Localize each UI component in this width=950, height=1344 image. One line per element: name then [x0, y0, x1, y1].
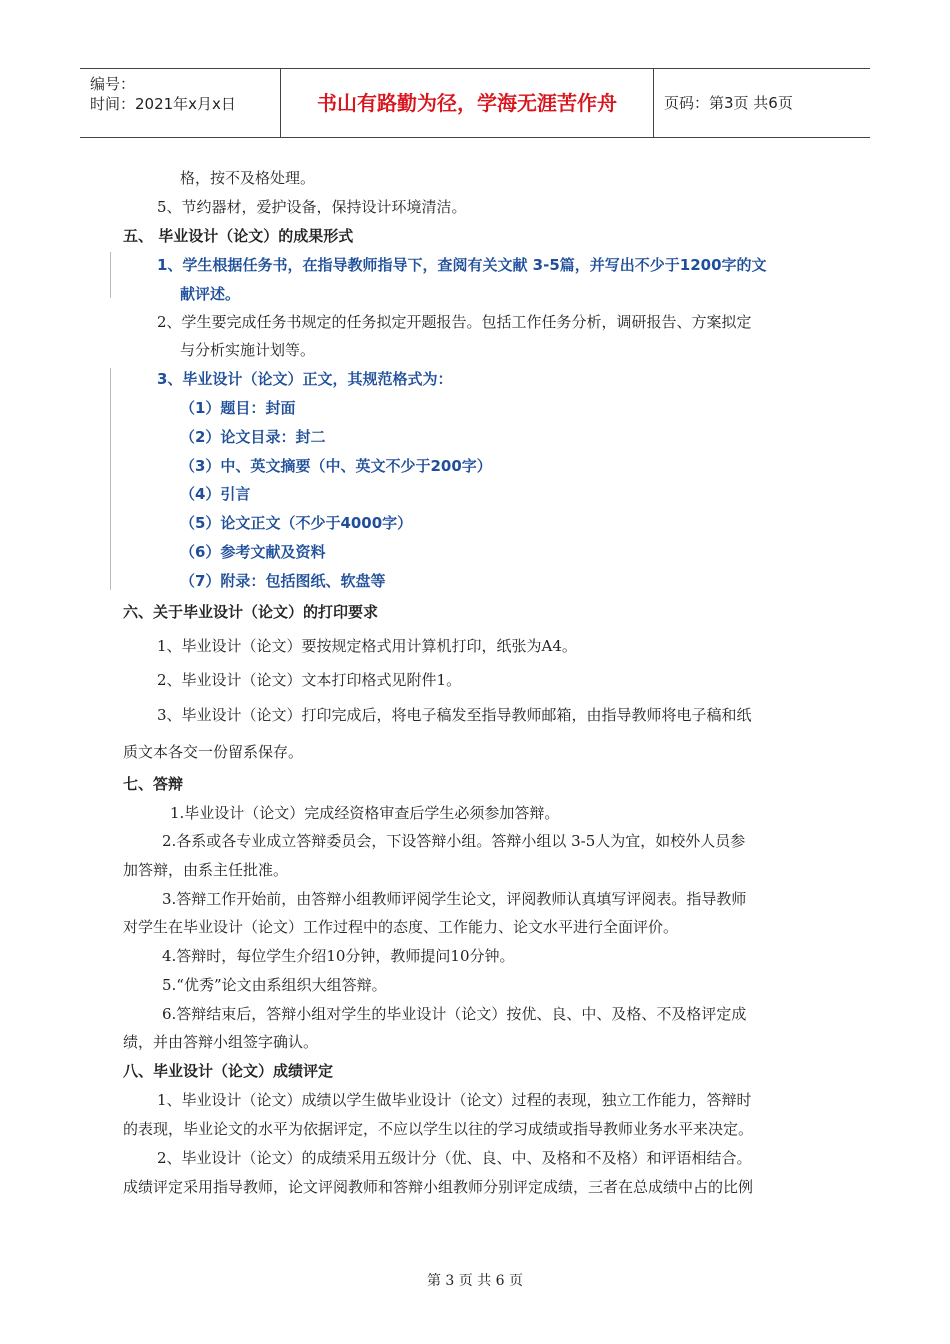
body-line: 3.答辩工作开始前，由答辩小组教师评阅学生论文，评阅教师认真填写评阅表。指导教师 [162, 890, 747, 908]
body-line: 加答辩，由系主任批准。 [123, 861, 289, 879]
header-motto: 书山有路勤为径，学海无涯苦作舟 [281, 69, 654, 137]
header-info-cell [80, 69, 281, 137]
body-line: 4.答辩时，每位学生介绍10分钟，教师提问10分钟。 [162, 947, 515, 965]
list-item: （4）引言 [180, 485, 251, 503]
list-item: （2）论文目录：封二 [180, 428, 326, 446]
body-line: 1、毕业设计（论文）要按规定格式用计算机打印，纸张为A4。 [157, 637, 577, 655]
list-item: （6）参考文献及资料 [180, 543, 326, 561]
body-line: 与分析实施计划等。 [180, 341, 316, 359]
body-line: 格，按不及格处理。 [180, 169, 316, 187]
section-heading: 八、毕业设计（论文）成绩评定 [123, 1062, 334, 1080]
body-line: 2、毕业设计（论文）文本打印格式见附件1。 [157, 671, 462, 689]
body-line: 6.答辩结束后，答辩小组对学生的毕业设计（论文）按优、良、中、及格、不及格评定成 [162, 1005, 747, 1023]
section-heading: 五、 毕业设计（论文）的成果形式 [123, 227, 354, 245]
section-heading: 七、答辩 [123, 775, 184, 793]
section-heading: 六、关于毕业设计（论文）的打印要求 [123, 603, 379, 621]
page-header [80, 68, 870, 138]
body-line: 的表现，毕业论文的水平为依据评定，不应以学生以往的学习成绩或指导教师业务水平来决定。 [123, 1120, 754, 1138]
body-line: 质文本各交一份留系保存。 [123, 743, 304, 761]
body-line: 1、毕业设计（论文）成绩以学生做毕业设计（论文）过程的表现，独立工作能力，答辩时 [157, 1091, 752, 1109]
document-number: 编号： [90, 75, 136, 93]
body-line: 2、学生要完成任务书规定的任务拟定开题报告。包括工作任务分析，调研报告、方案拟定 [157, 313, 752, 331]
body-line: 1、学生根据任务书，在指导教师指导下，查阅有关文献 3-5篇，并写出不少于1200字的文 [157, 256, 767, 274]
body-line: 对学生在毕业设计（论文）工作过程中的态度、工作能力、论文水平进行全面评价。 [123, 918, 679, 936]
document-date: 时间：2021年x月x日 [90, 95, 236, 113]
body-line: 成绩评定采用指导教师，论文评阅教师和答辩小组教师分别评定成绩，三者在总成绩中占的比例 [123, 1178, 754, 1196]
list-item: （7）附录：包括图纸、软盘等 [180, 572, 386, 590]
header-page-number: 页码：第3页 共6页 [664, 94, 793, 112]
list-item: （1）题目：封面 [180, 399, 296, 417]
body-line: 2、毕业设计（论文）的成绩采用五级计分（优、良、中、及格和不及格）和评语相结合。 [157, 1149, 752, 1167]
body-line: 3、毕业设计（论文）打印完成后，将电子稿发至指导教师邮箱，由指导教师将电子稿和纸 [157, 706, 752, 724]
list-item: （3）中、英文摘要（中、英文不少于200字） [180, 457, 492, 475]
body-line: 献评述。 [180, 285, 241, 303]
body-line: 绩，并由答辩小组签字确认。 [123, 1033, 319, 1051]
body-line: 3、毕业设计（论文）正文，其规范格式为： [157, 370, 453, 388]
list-item: （5）论文正文（不少于4000字） [180, 514, 413, 532]
revision-bar [110, 368, 111, 590]
body-line: 5.“优秀”论文由系组织大组答辩。 [162, 976, 387, 994]
body-line: 2.各系或各专业成立答辩委员会，下设答辩小组。答辩小组以 3-5人为宜，如校外人员参 [162, 832, 746, 850]
body-line: 1.毕业设计（论文）完成经资格审查后学生必须参加答辩。 [170, 804, 560, 822]
page-footer: 第 3 页 共 6 页 [426, 1273, 524, 1289]
body-line: 5、节约器材，爱护设备，保持设计环境清洁。 [157, 198, 467, 216]
revision-bar [110, 252, 111, 298]
